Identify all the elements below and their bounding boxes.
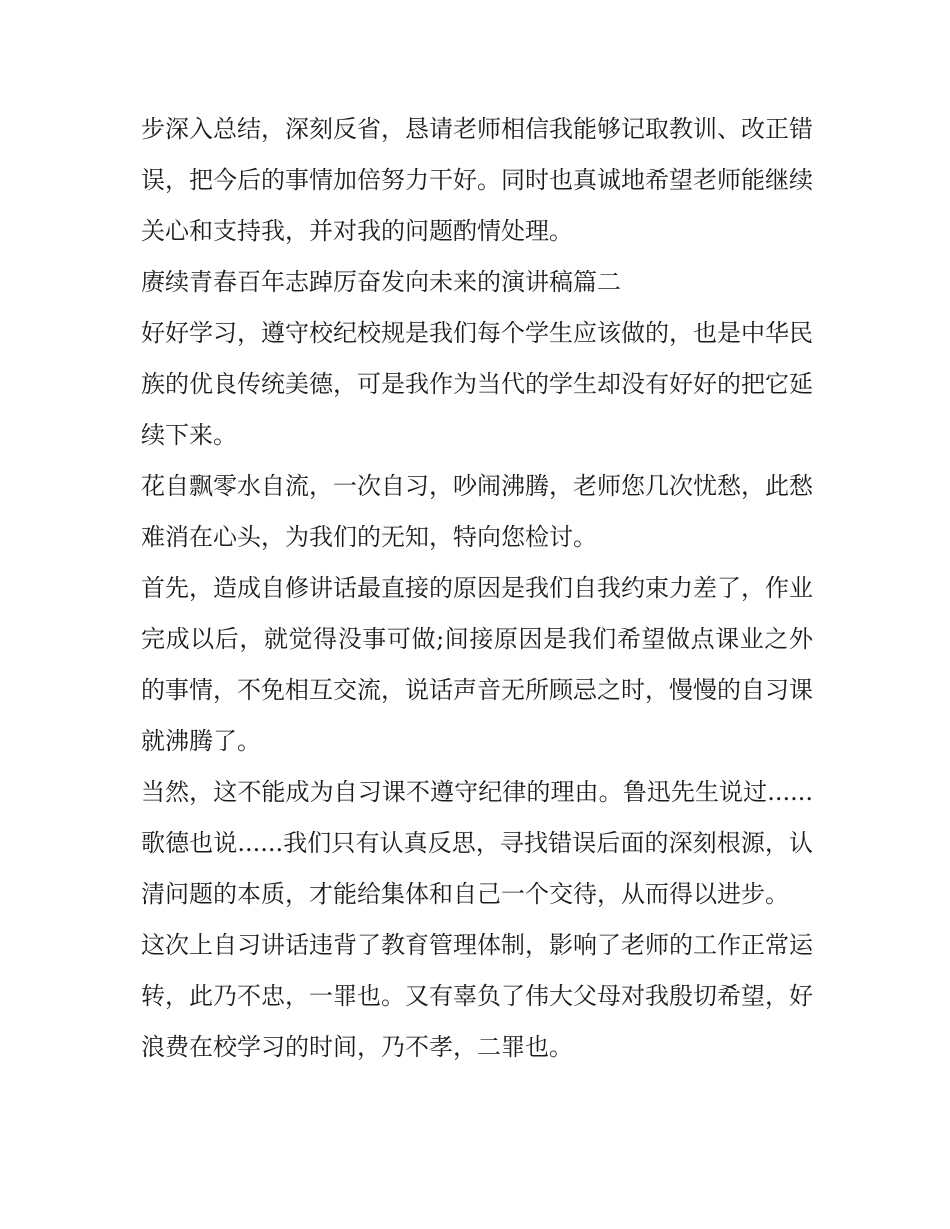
section-heading: 赓续青春百年志踔厉奋发向未来的演讲稿篇二	[141, 268, 621, 296]
paragraph: 花自飘零水自流，一次自习，吵闹沸腾，老师您几次忧愁，此愁难消在心头，为我们的无知，特向您检讨。	[141, 472, 813, 551]
paragraph: 这次上自习讲话违背了教育管理体制，影响了老师的工作正常运转，此乃不忠，一罪也。又有辜负了伟大父母对我殷切希望，好浪费在校学习的时间，乃不孝，二罪也。	[141, 931, 813, 1061]
document-body	[141, 104, 813, 1073]
paragraph: 好好学习，遵守校纪校规是我们每个学生应该做的，也是中华民族的优良传统美德，可是我作为当代的学生却没有好好的把它延续下来。	[141, 319, 813, 449]
paragraph-continuation: 步深入总结，深刻反省，恳请老师相信我能够记取教训、改正错误，把今后的事情加倍努力干好。同时也真诚地希望老师能继续关心和支持我，并对我的问题酌情处理。	[141, 115, 813, 245]
paragraph: 当然，这不能成为自习课不遵守纪律的理由。鲁迅先生说过......歌德也说......我们只有认真反思，寻找错误后面的深刻根源，认清问题的本质，才能给集体和自己一个交待，从而得以进步。	[141, 778, 813, 908]
paragraph: 首先，造成自修讲话最直接的原因是我们自我约束力差了，作业完成以后，就觉得没事可做;间接原因是我们希望做点课业之外的事情，不免相互交流，说话声音无所顾忌之时，慢慢的自习课就沸腾了。	[141, 574, 813, 755]
